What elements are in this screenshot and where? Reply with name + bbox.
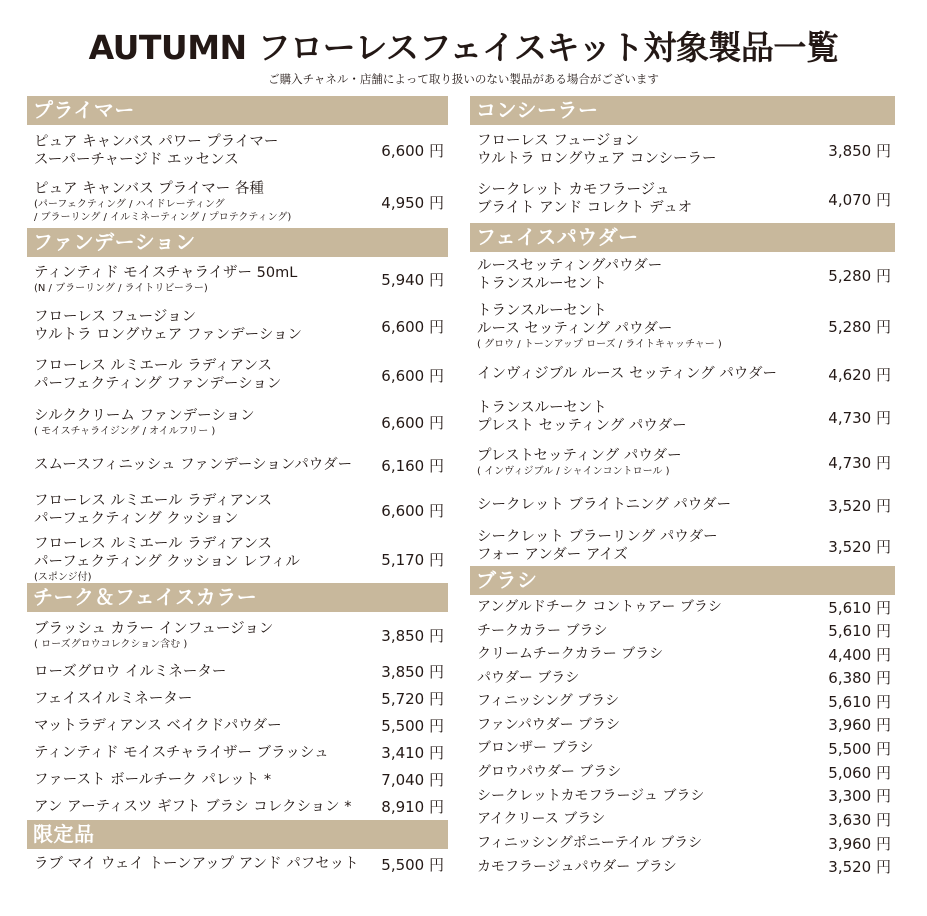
product-price: 6,600 円 — [381, 366, 444, 385]
section-list-limited — [27, 849, 448, 879]
product-name-line: ピュア キャンバス プライマー 各種 — [34, 181, 264, 197]
product-row — [470, 526, 895, 566]
product-name-line: ラブ マイ ウェイ トーンアップ アンド パフセット — [34, 856, 359, 872]
product-price: 6,600 円 — [381, 501, 444, 520]
product-name — [34, 690, 192, 708]
product-name — [477, 257, 662, 293]
product-price: 5,610 円 — [828, 598, 891, 617]
product-name-line: パウダー ブラシ — [477, 669, 580, 686]
product-name-line: カモフラージュパウダー ブラシ — [477, 858, 677, 875]
product-name — [34, 308, 302, 344]
product-price: 8,910 円 — [381, 798, 444, 816]
product-name — [34, 663, 226, 681]
product-row — [27, 793, 448, 820]
product-name-line: フローレス フュージョン — [34, 309, 197, 325]
product-price: 5,610 円 — [828, 622, 891, 640]
product-name — [477, 763, 621, 781]
product-price: 6,380 円 — [828, 669, 891, 687]
product-price: 5,280 円 — [828, 317, 891, 336]
product-name-line: プレスト セッティング パウダー — [477, 418, 687, 434]
product-name — [34, 357, 281, 393]
product-row — [470, 298, 895, 354]
product-row — [27, 612, 448, 658]
product-name — [477, 810, 605, 828]
product-name-line: ブラッシュ カラー インフュージョン — [34, 620, 274, 637]
product-price: 6,600 円 — [381, 142, 444, 160]
product-row — [27, 257, 448, 301]
product-name-line: ファースト ボールチーク パレット * — [34, 771, 272, 788]
product-name-line: アン アーティスツ ギフト ブラシ コレクション * — [34, 798, 352, 815]
product-variant-note: (パーフェクティング / ハイドレーティング — [34, 199, 225, 210]
product-price: 5,500 円 — [381, 855, 444, 874]
product-name-line: シークレット カモフラージュ — [477, 182, 670, 198]
product-price: 5,060 円 — [828, 763, 891, 782]
product-name — [477, 692, 619, 710]
product-price: 3,520 円 — [828, 496, 891, 515]
product-name-line: グロウパウダー ブラシ — [477, 764, 622, 780]
product-name — [477, 716, 620, 734]
section-list-face-powder — [470, 252, 895, 566]
product-name — [477, 858, 677, 876]
product-name-line: フローレス ルミエール ラディアンス — [34, 358, 273, 374]
product-row — [470, 354, 895, 394]
section-header-cheek-face-color: チーク＆フェイスカラー — [27, 583, 448, 612]
product-row — [27, 712, 448, 739]
product-row — [27, 485, 448, 535]
product-name-line: フィニッシング ブラシ — [477, 693, 620, 709]
product-name-line: クリームチークカラー ブラシ — [477, 646, 664, 662]
section-header-concealer: コンシーラー — [470, 96, 895, 125]
product-name-line: フローレス ルミエール ラディアンス — [34, 535, 273, 552]
product-row — [27, 535, 448, 583]
product-name — [34, 492, 272, 528]
section-header-limited: 限定品 — [27, 820, 448, 849]
product-name-line: シークレットカモフラージュ ブラシ — [477, 787, 705, 804]
product-row — [27, 685, 448, 712]
product-row — [27, 766, 448, 793]
product-name-line: ルースセッティングパウダー — [477, 258, 663, 274]
product-row — [470, 440, 895, 484]
product-name-line: トランスルーセント — [477, 400, 607, 416]
product-row — [27, 739, 448, 766]
product-name-line: フェイスイルミネーター — [34, 690, 193, 707]
product-name-line: フローレス フュージョン — [477, 133, 640, 149]
product-row — [27, 399, 448, 445]
product-price: 6,600 円 — [381, 317, 444, 336]
product-name-line: フィニッシングポニーテイル ブラシ — [477, 835, 703, 851]
product-name-line: ブライト アンド コレクト デュオ — [477, 200, 693, 216]
product-name — [477, 669, 579, 687]
section-list-cheek-face-color — [27, 612, 448, 820]
product-row — [27, 658, 448, 685]
product-name-line: ピュア キャンバス パワー プライマー — [34, 133, 279, 150]
product-name — [34, 855, 359, 873]
product-name-line: シークレット ブライトニング パウダー — [477, 497, 732, 513]
page-subtitle: ご購入チャネル・店舗によって取り扱いのない製品がある場合がございます — [268, 72, 659, 86]
section-header-brush: ブラシ — [470, 566, 895, 595]
product-name-line: マットラディアンス ベイクドパウダー — [34, 717, 282, 734]
product-name-line: ウルトラ ロングウェア ファンデーション — [34, 327, 303, 343]
product-name-line: チークカラー ブラシ — [477, 622, 608, 639]
product-price: 5,500 円 — [381, 717, 444, 735]
product-price: 4,620 円 — [828, 365, 891, 384]
product-name — [477, 622, 607, 640]
product-row — [470, 807, 895, 831]
product-row — [470, 855, 895, 878]
product-name — [477, 645, 663, 663]
product-price: 5,500 円 — [828, 739, 891, 758]
product-price: 4,950 円 — [381, 193, 444, 212]
product-row — [470, 484, 895, 526]
product-row — [470, 831, 895, 855]
product-price: 3,850 円 — [828, 141, 891, 160]
product-price: 4,070 円 — [828, 190, 891, 209]
product-name-line: パーフェクティング ファンデーション — [34, 376, 282, 392]
product-variant-note: (スポンジ付) — [34, 571, 92, 583]
product-price: 5,170 円 — [381, 550, 444, 569]
product-name — [477, 399, 687, 435]
product-name — [477, 598, 722, 616]
product-price: 3,300 円 — [828, 787, 891, 805]
product-name-line: インヴィジブル ルース セッティング パウダー — [477, 366, 778, 382]
product-name — [34, 744, 329, 762]
product-name-line: シルククリーム ファンデーション — [34, 407, 255, 424]
product-row — [470, 713, 895, 736]
product-price: 3,850 円 — [381, 626, 444, 645]
product-price: 6,600 円 — [381, 413, 444, 432]
product-row — [470, 689, 895, 713]
section-list-concealer — [470, 125, 895, 223]
product-row — [27, 351, 448, 399]
product-name-line: ティンティド モイスチャライザー 50mL — [34, 264, 298, 281]
product-row — [470, 760, 895, 784]
product-price: 5,280 円 — [828, 266, 891, 285]
product-price: 3,520 円 — [828, 858, 891, 876]
product-name-line: ブロンザー ブラシ — [477, 740, 594, 756]
product-name — [477, 528, 718, 564]
product-variant-note: ( インヴィジブル / シャインコントロール ) — [477, 465, 670, 477]
product-price: 7,040 円 — [381, 771, 444, 789]
product-price: 5,720 円 — [381, 690, 444, 708]
product-price: 3,850 円 — [381, 663, 444, 681]
product-name — [477, 834, 702, 852]
product-name — [34, 798, 352, 816]
product-price: 6,160 円 — [381, 456, 444, 475]
product-name-line: ローズグロウ イルミネーター — [34, 663, 227, 680]
product-row — [27, 849, 448, 879]
product-name — [34, 535, 300, 584]
product-price: 3,960 円 — [828, 834, 891, 853]
product-name — [477, 787, 704, 805]
left-column — [27, 96, 448, 879]
product-price: 5,940 円 — [381, 270, 444, 289]
product-name — [34, 456, 352, 474]
product-name — [477, 365, 777, 383]
product-row — [470, 736, 895, 760]
product-price: 5,610 円 — [828, 692, 891, 711]
product-row — [470, 642, 895, 666]
product-name — [477, 496, 731, 514]
section-header-foundation: ファンデーション — [27, 228, 448, 257]
product-variant-note: ( グロウ / トーンアップ ローズ / ライトキャッチャー ) — [477, 338, 722, 350]
product-name — [477, 302, 722, 351]
product-name-line: フォー アンダー アイズ — [477, 547, 628, 563]
product-name — [34, 180, 291, 224]
product-name-line: ウルトラ ロングウェア コンシーラー — [477, 151, 717, 167]
product-name — [34, 717, 282, 735]
product-row — [27, 125, 448, 176]
product-row — [27, 176, 448, 228]
product-variant-note: ( ローズグロウコレクション含む ) — [34, 638, 188, 650]
product-variant-note: / ブラーリング / イルミネーティング / プロテクティング) — [34, 212, 292, 223]
product-price: 4,400 円 — [828, 645, 891, 664]
product-name — [477, 447, 682, 478]
product-name — [34, 407, 255, 438]
product-price: 4,730 円 — [828, 453, 891, 472]
product-variant-note: (N / ブラーリング / ライトリビーラー) — [34, 282, 208, 294]
page-title: AUTUMN フローレスフェイスキット対象製品一覧 — [88, 28, 839, 67]
product-name — [34, 620, 273, 651]
product-variant-note: ( モイスチャライジング / オイルフリー ) — [34, 425, 216, 437]
section-header-face-powder: フェイスパウダー — [470, 223, 895, 252]
product-name-line: アングルドチーク コントゥアー ブラシ — [477, 599, 722, 615]
product-row — [470, 784, 895, 807]
product-price: 3,520 円 — [828, 537, 891, 556]
product-name-line: スムースフィニッシュ ファンデーションパウダー — [34, 457, 353, 473]
product-name-line: ティンティド モイスチャライザー ブラッシュ — [34, 744, 329, 761]
product-row — [27, 445, 448, 485]
right-column — [470, 96, 895, 878]
section-header-primer: プライマー — [27, 96, 448, 125]
product-name — [34, 771, 271, 789]
product-row — [470, 175, 895, 223]
product-name-line: プレストセッティング パウダー — [477, 447, 682, 464]
product-name — [477, 181, 692, 217]
section-list-foundation — [27, 257, 448, 583]
product-name-line: フローレス ルミエール ラディアンス — [34, 493, 273, 509]
product-price: 4,730 円 — [828, 408, 891, 427]
product-name-line: ファンパウダー ブラシ — [477, 716, 621, 733]
product-name-line: アイクリース ブラシ — [477, 811, 606, 827]
product-row — [470, 125, 895, 175]
product-name-line: パーフェクティング クッション — [34, 511, 239, 527]
product-row — [27, 301, 448, 351]
product-name — [477, 739, 593, 757]
product-name — [34, 264, 297, 295]
product-name-line: トランスルーセント — [477, 302, 607, 319]
product-row — [470, 252, 895, 298]
product-price: 3,630 円 — [828, 810, 891, 829]
product-name — [477, 132, 717, 168]
product-name — [34, 133, 278, 169]
product-name-line: スーパーチャージド エッセンス — [34, 151, 239, 168]
product-row — [470, 394, 895, 440]
product-price: 3,410 円 — [381, 744, 444, 762]
product-name-line: パーフェクティング クッション レフィル — [34, 553, 300, 570]
section-list-brush — [470, 595, 895, 878]
product-row — [470, 595, 895, 619]
product-name-line: ルース セッティング パウダー — [477, 320, 673, 337]
section-list-primer — [27, 125, 448, 228]
product-name-line: シークレット ブラーリング パウダー — [477, 529, 718, 545]
product-name-line: トランスルーセント — [477, 276, 607, 292]
product-row — [470, 666, 895, 689]
product-price: 3,960 円 — [828, 716, 891, 734]
product-row — [470, 619, 895, 642]
